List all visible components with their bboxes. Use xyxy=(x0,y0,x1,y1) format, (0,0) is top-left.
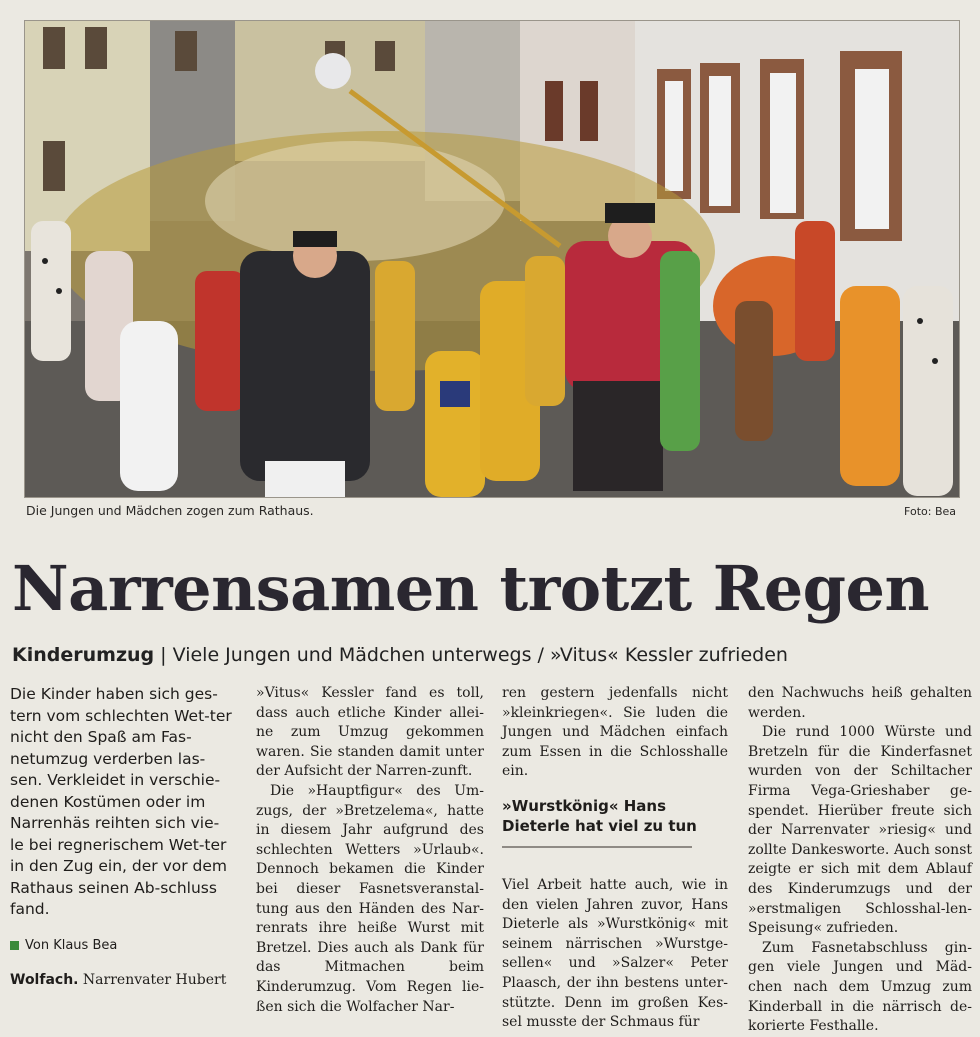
column-3 xyxy=(502,684,728,1033)
kicker: Kinderumzug xyxy=(12,644,155,666)
subheadline-text: Viele Jungen und Mädchen unterwegs / »Vitus« Kessler zufrieden xyxy=(172,644,788,666)
author-marker-icon xyxy=(10,941,19,950)
body-paragraph: Zum Fasnetabschluss gin-gen viele Jungen und Mäd-chen nach dem Umzug zum Kinderball in die närrisch de-korierte Festhalle. xyxy=(748,939,972,1035)
dateline: Wolfach. xyxy=(10,972,79,988)
photo-credit: Foto: Bea xyxy=(904,505,956,518)
author-name: Von Klaus Bea xyxy=(25,937,118,953)
column-1 xyxy=(10,684,232,992)
parade-photo xyxy=(24,20,960,498)
kicker-separator: | xyxy=(154,644,173,666)
body-paragraph: Die rund 1000 Würste und Bretzeln für die Kinderfasnet wurden von der Schiltacher Firma Vega-Grieshaber ge-spendet. Hierüber freute sich der Narrenvater »riesig« und zollte Dankesworte. Auch sonst zeigte er sich mit dem Ablauf des Kinderumzugs und der »erstmaligen Schlosshal-len-Speisung« zufrieden. xyxy=(748,724,972,937)
body-paragraph: den Nachwuchs heiß gehalten werden. xyxy=(748,685,972,721)
column-4 xyxy=(748,684,972,1037)
author-line xyxy=(10,935,232,957)
photo-caption: Die Jungen und Mädchen zogen zum Rathaus. xyxy=(26,503,314,518)
divider xyxy=(502,846,692,848)
body-text: Narrenvater Hubert xyxy=(78,972,227,988)
parade-photo-illustration xyxy=(25,21,959,497)
body-paragraph: Viel Arbeit hatte auch, wie in den vielen Jahren zuvor, Hans Dieterle als »Wurstkönig« mit seinem närrischen »Wurstge-sellen« und »Salzer« Peter Plaasch, der ihn bestens unter-stützte. Denn im großen Kes-sel musste der Schmaus für xyxy=(502,876,728,1031)
body-paragraph: Die »Hauptfigur« des Um-zugs, der »Bretzelema«, hatte in diesem Jahr aufgrund des schlechten Wetters »Urlaub«. Dennoch bekamen die Kinder bei dieser Fasnetsveranstal-tung aus den Händen des Nar-renrats ihre heiße Wurst mit Bretzel. Dies auch als Dank für das Mitmachen beim Kinderumzug. Vom Regen lie-ßen sich die Wolfacher Nar- xyxy=(256,782,484,1015)
dateline-paragraph xyxy=(10,970,232,992)
intro-paragraph: Die Kinder haben sich ges-tern vom schlechten Wet-ter nicht den Spaß am Fas-netumzug verderben las-sen. Verkleidet in verschie-denen Kostümen oder im Narrenhäs reihten sich vie-le bei regnerischem Wet-ter in den Zug ein, der vor dem Rathaus seinen Ab-schluss fand. xyxy=(10,685,232,918)
headline: Narrensamen trotzt Regen xyxy=(12,552,930,625)
subheadline xyxy=(12,644,788,666)
intertitle: »Wurstkönig« Hans Dieterle hat viel zu tun xyxy=(502,796,697,835)
column-2 xyxy=(256,684,484,1017)
body-paragraph: ren gestern jedenfalls nicht »kleinkriegen«. Sie luden die Jungen und Mädchen einfach zum Essen in die Schlosshalle ein. xyxy=(502,685,728,780)
body-paragraph: »Vitus« Kessler fand es toll, dass auch etliche Kinder allei-ne zum Umzug gekommen waren. Sie standen damit unter der Aufsicht der Narren-zunft. xyxy=(256,685,484,780)
